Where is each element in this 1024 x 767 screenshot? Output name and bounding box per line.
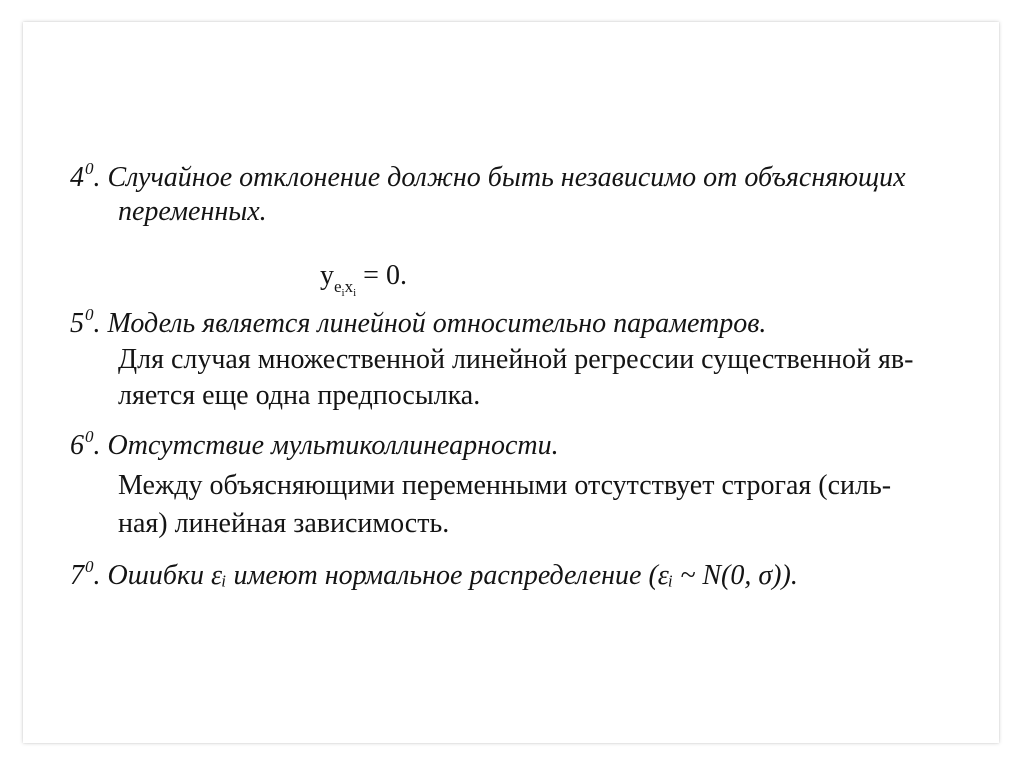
assumption-4-title xyxy=(70,160,906,192)
assumption-5-body-1: Для случая множественной линейной регрессии существенной яв- xyxy=(118,344,914,375)
assumption-5-text: . Модель является линейной относительно параметров. xyxy=(93,308,767,339)
assumption-6-body-2: ная) линейная зависимость. xyxy=(118,508,450,539)
assumption-7-text: . Ошибки εᵢ имеют нормальное распределение (εᵢ ~ N(0, σ)). xyxy=(93,560,798,591)
assumption-4-title-cont: переменных. xyxy=(118,196,267,227)
slide xyxy=(23,22,999,743)
assumption-6-number: $6^0$ xyxy=(70,427,94,461)
assumption-5-title xyxy=(70,306,766,338)
assumption-7-number: $7^0$ xyxy=(70,557,94,591)
assumption-5-body-2: ляется еще одна предпосылка. xyxy=(118,380,481,411)
assumption-4-text: . Случайное отклонение должно быть независимо от объясняющих xyxy=(93,162,906,193)
assumption-4-number: $4^0$ xyxy=(70,159,94,193)
assumption-6-body-1: Между объясняющими переменными отсутствует строгая (силь- xyxy=(118,470,892,501)
assumption-6-text: . Отсутствие мультиколлинеарности. xyxy=(93,430,559,461)
assumption-6-title xyxy=(70,428,559,460)
assumption-7-title xyxy=(70,558,798,590)
formula: $y_{eixi} = 0$. xyxy=(320,260,407,299)
assumption-5-number: $5^0$ xyxy=(70,305,94,339)
